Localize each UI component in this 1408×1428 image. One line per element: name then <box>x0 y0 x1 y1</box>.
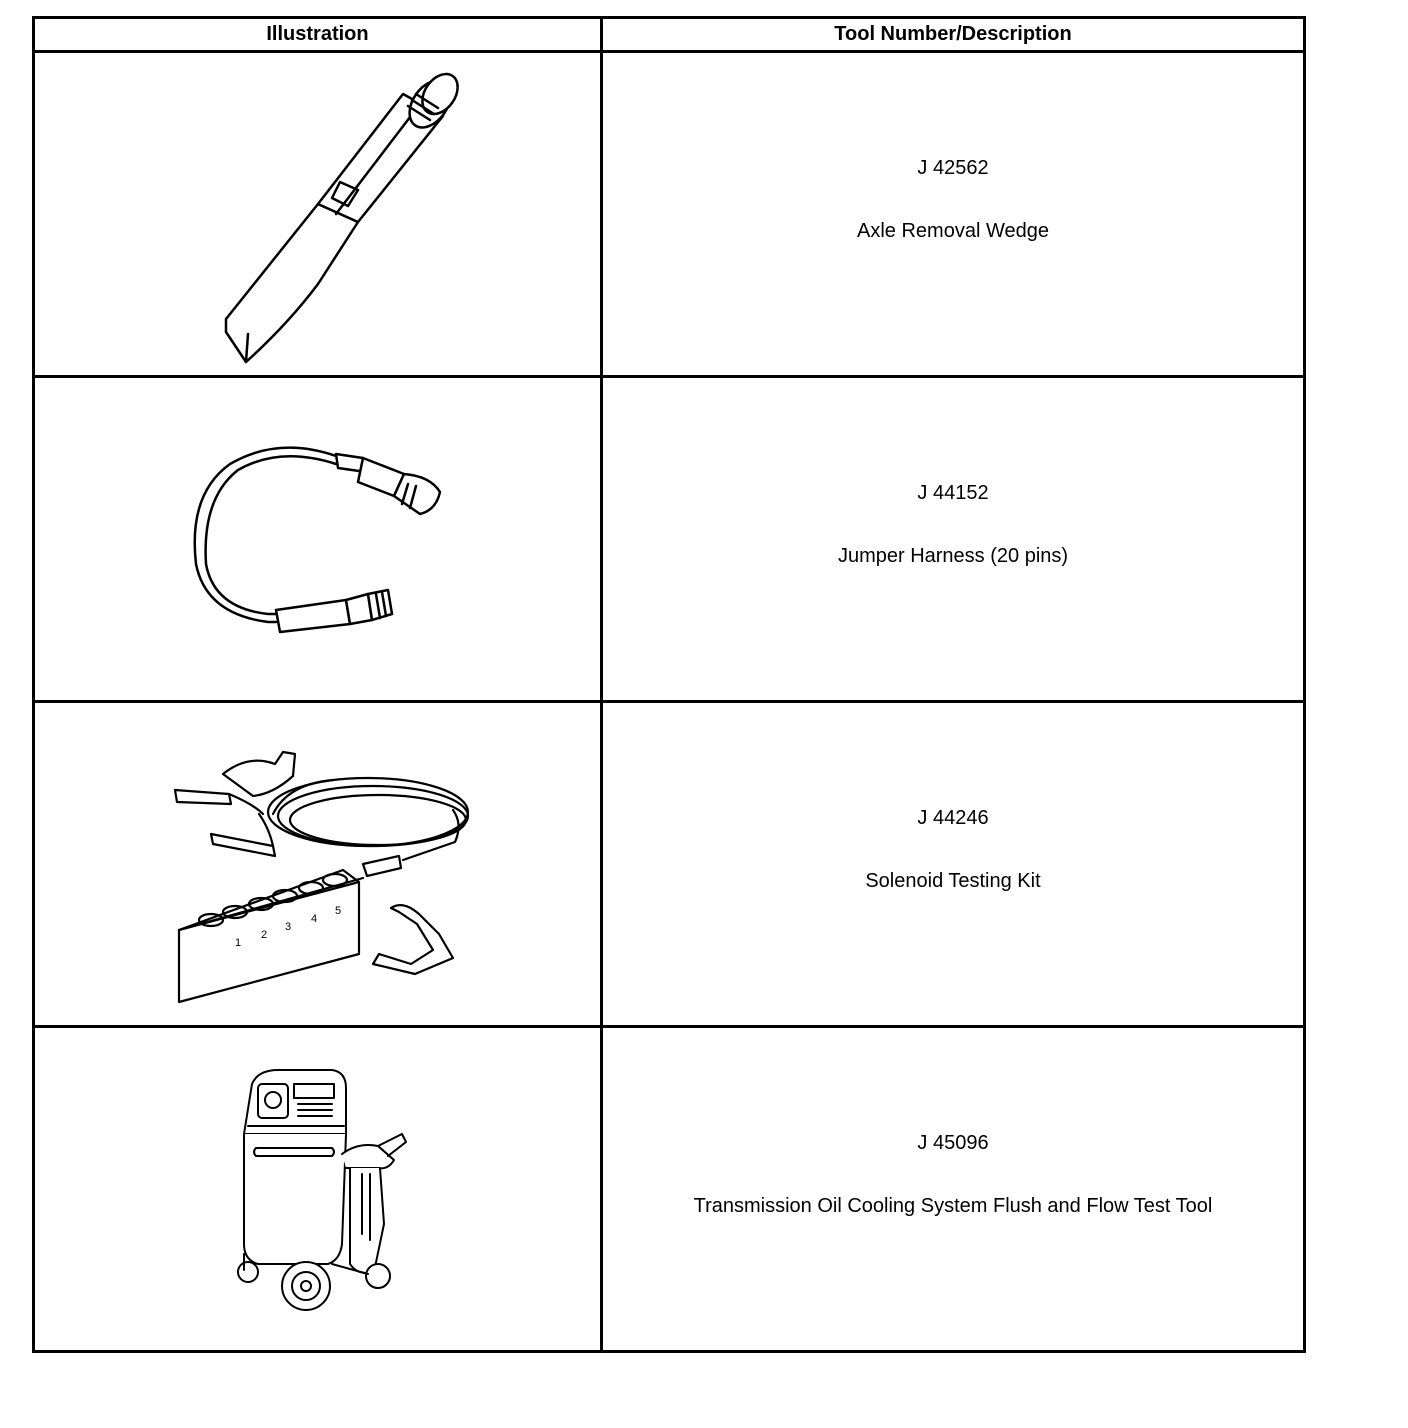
illustration-cell <box>34 52 602 377</box>
table-row <box>34 52 1305 377</box>
tool-description-cell <box>602 377 1305 702</box>
svg-text:5: 5 <box>334 905 341 917</box>
tool-description: Axle Removal Wedge <box>857 220 1049 242</box>
table-header-row <box>34 18 1305 52</box>
table-row <box>34 1027 1305 1352</box>
tool-description-cell <box>602 1027 1305 1352</box>
svg-text:4: 4 <box>310 913 317 925</box>
tool-number: J 44152 <box>917 482 989 504</box>
tool-description-cell <box>602 702 1305 1027</box>
tool-description-cell <box>602 52 1305 377</box>
table-row <box>34 377 1305 702</box>
jumper-harness-icon <box>168 424 468 654</box>
illustration-cell <box>34 1027 602 1352</box>
header-tool-number-description: Tool Number/Description <box>602 18 1305 52</box>
tool-number: J 45096 <box>917 1132 989 1154</box>
axle-removal-wedge-icon <box>168 64 468 364</box>
tool-number: J 42562 <box>917 157 989 179</box>
flush-flow-test-tool-icon <box>228 1064 408 1314</box>
svg-text:2: 2 <box>260 929 267 941</box>
illustration-cell <box>34 702 602 1027</box>
tool-description: Transmission Oil Cooling System Flush and Flow Test Tool <box>693 1195 1213 1217</box>
tool-description: Jumper Harness (20 pins) <box>837 545 1069 567</box>
svg-text:3: 3 <box>284 921 291 933</box>
solenoid-testing-kit-icon <box>163 724 473 1004</box>
tool-description: Solenoid Testing Kit <box>865 870 1041 892</box>
tool-table <box>32 16 1306 1353</box>
table-row <box>34 702 1305 1027</box>
illustration-cell <box>34 377 602 702</box>
svg-text:1: 1 <box>234 937 241 949</box>
tool-number: J 44246 <box>917 807 989 829</box>
header-illustration: Illustration <box>34 18 602 52</box>
